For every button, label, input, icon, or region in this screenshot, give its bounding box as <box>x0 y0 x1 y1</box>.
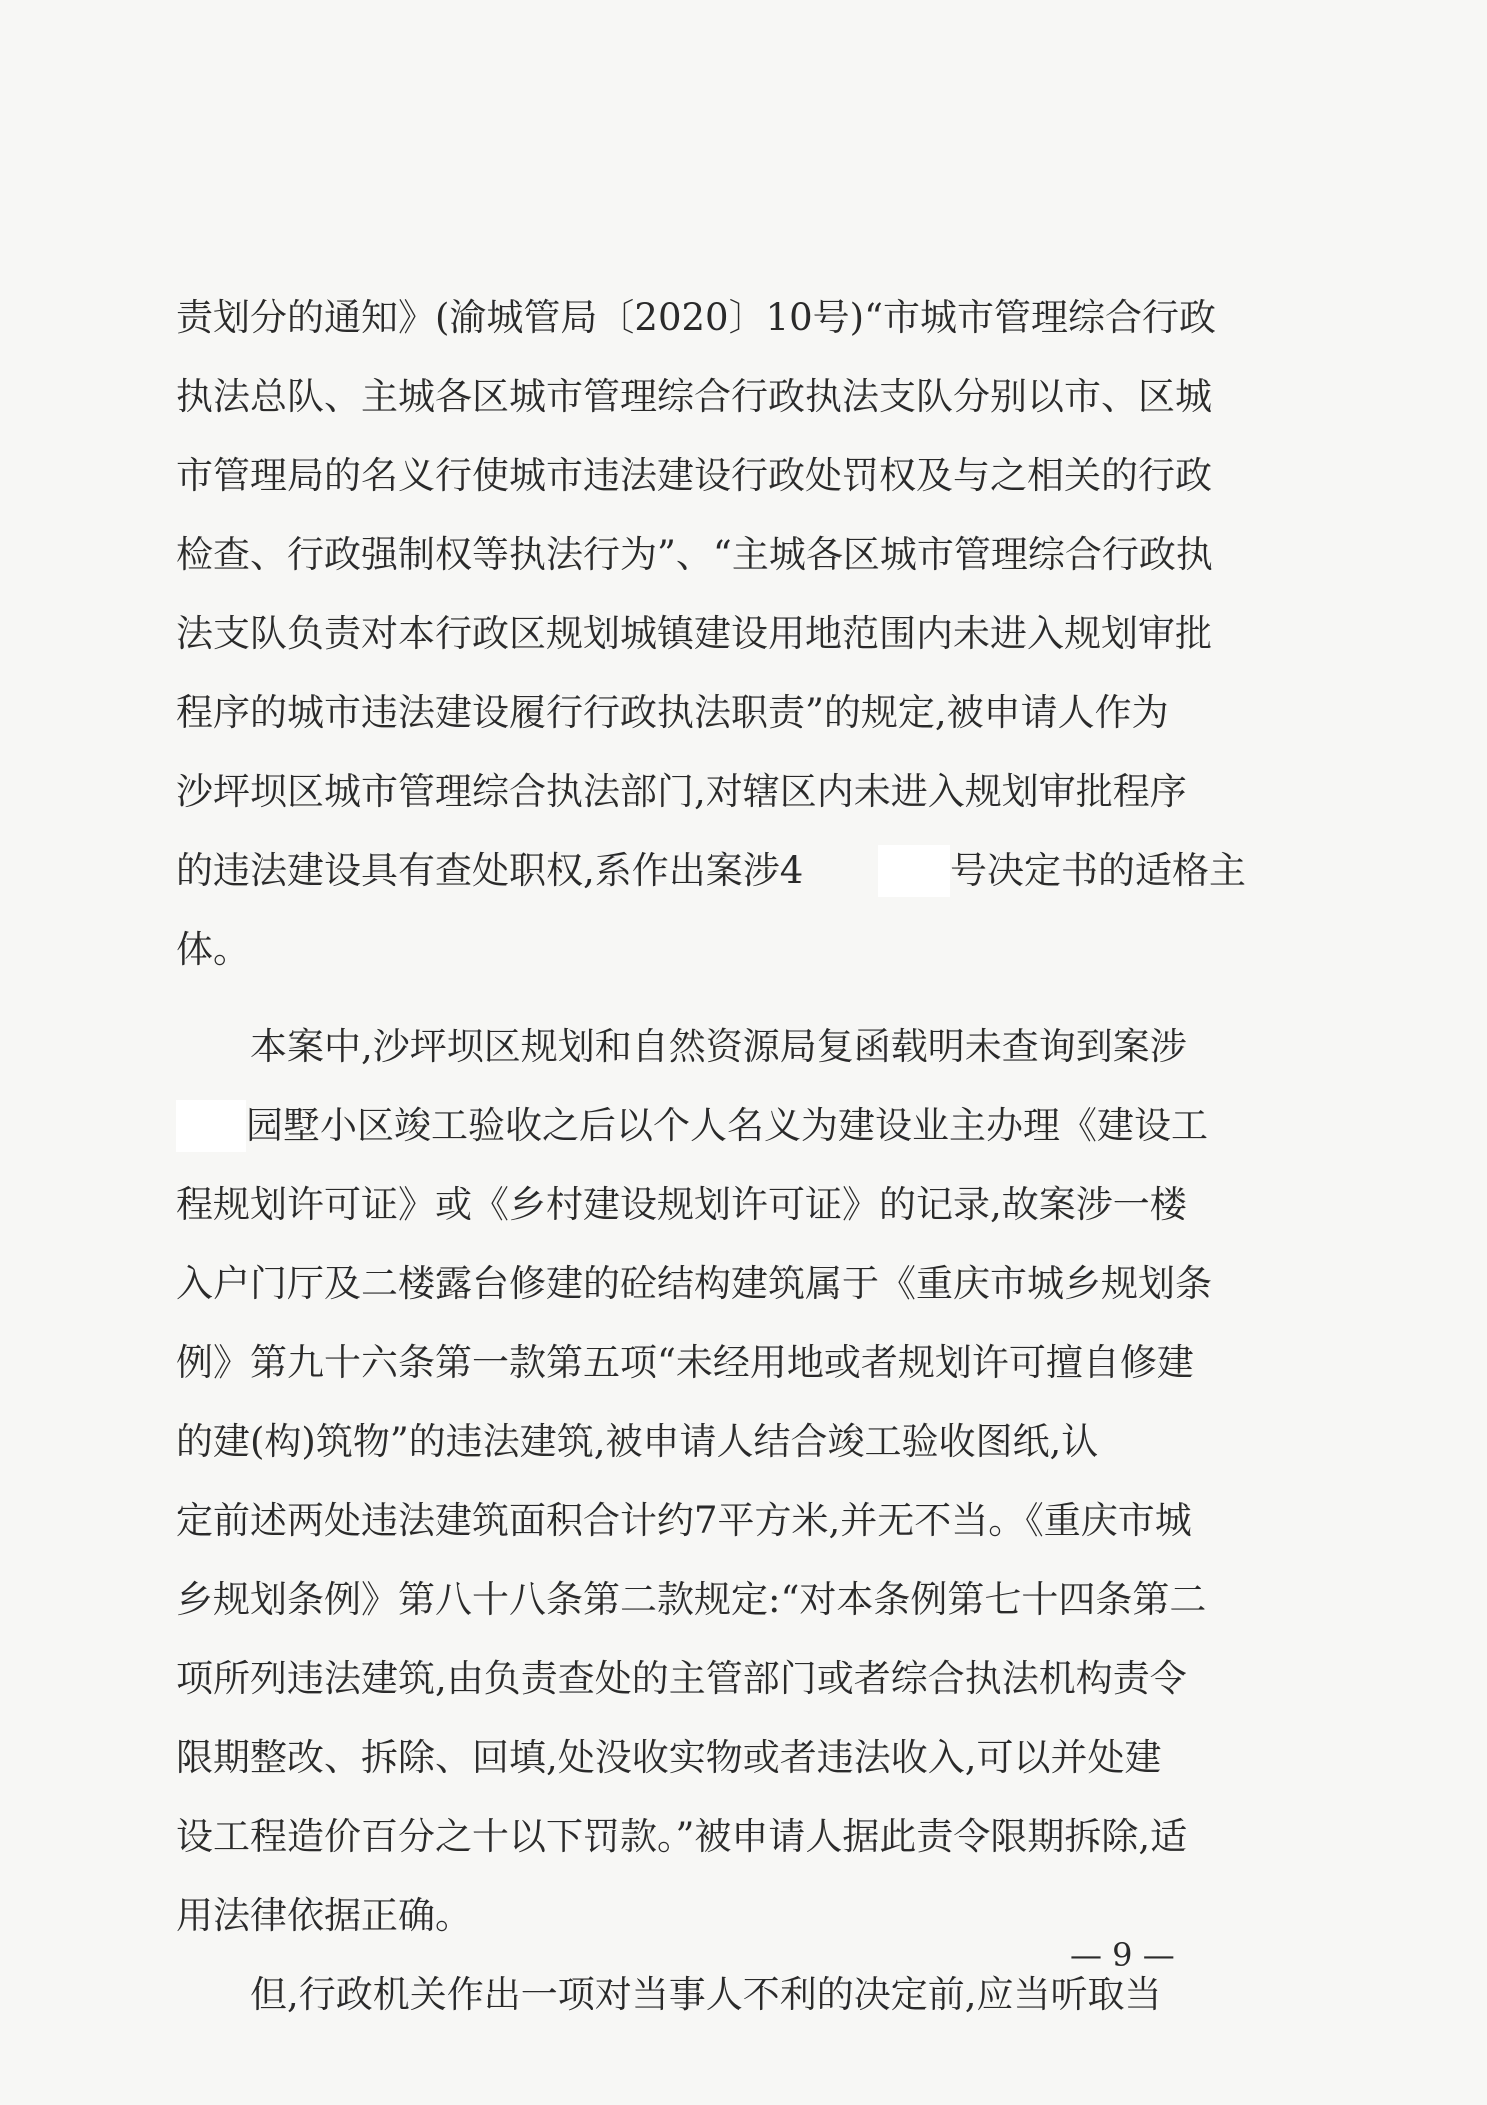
text-line-content: 例》第九十六条第一款第五项“未经用地或者规划许可擅自修建 <box>176 1341 1194 1384</box>
text-line <box>0 1649 1487 1709</box>
text-line-content: 程规划许可证》或《乡村建设规划许可证》的记录,故案涉一楼 <box>176 1183 1187 1226</box>
text-line-content: 用法律依据正确。 <box>176 1894 472 1937</box>
text-line <box>0 604 1487 664</box>
text-line-content: 的违法建设具有查处职权,系作出案涉4 <box>176 849 804 892</box>
text-line <box>0 1886 1487 1946</box>
text-line <box>0 841 1487 901</box>
text-line <box>0 1570 1487 1630</box>
text-line-content: 但,行政机关作出一项对当事人不利的决定前,应当听取当 <box>250 1973 1162 2016</box>
redaction-block <box>878 845 950 897</box>
text-line <box>0 1412 1487 1472</box>
text-line <box>0 288 1487 348</box>
text-line-content: 市管理局的名义行使城市违法建设行政处罚权及与之相关的行政 <box>176 454 1212 497</box>
text-line-content: 号决定书的适格主 <box>950 849 1246 892</box>
text-line <box>0 762 1487 822</box>
text-line <box>0 525 1487 585</box>
text-line <box>0 1728 1487 1788</box>
text-line-content: 项所列违法建筑,由负责查处的主管部门或者综合执法机构责令 <box>176 1657 1187 1700</box>
text-line-content: 定前述两处违法建筑面积合计约7平方米,并无不当。《重庆市城 <box>176 1499 1192 1542</box>
text-line <box>0 920 1487 980</box>
redaction-block <box>176 1100 246 1152</box>
text-line-content: 设工程造价百分之十以下罚款。”被申请人据此责令限期拆除,适 <box>176 1815 1188 1858</box>
text-line <box>0 1807 1487 1867</box>
text-line-content: 乡规划条例》第八十八条第二款规定:“对本条例第七十四条第二 <box>176 1578 1207 1621</box>
text-line <box>0 1254 1487 1314</box>
text-line <box>0 446 1487 506</box>
text-line <box>0 1096 1487 1156</box>
text-line-content: 本案中,沙坪坝区规划和自然资源局复函载明未查询到案涉 <box>250 1025 1187 1068</box>
page-number: — 9 — <box>1070 1936 1175 1974</box>
text-line <box>0 1333 1487 1393</box>
text-line-content: 限期整改、拆除、回填,处没收实物或者违法收入,可以并处建 <box>176 1736 1162 1779</box>
text-line-content: 的建(构)筑物”的违法建筑,被申请人结合竣工验收图纸,认 <box>176 1420 1099 1463</box>
text-line <box>0 367 1487 427</box>
text-line-content: 法支队负责对本行政区规划城镇建设用地范围内未进入规划审批 <box>176 612 1212 655</box>
text-line-content: 执法总队、主城各区城市管理综合行政执法支队分别以市、区城 <box>176 375 1212 418</box>
text-line-content: 沙坪坝区城市管理综合执法部门,对辖区内未进入规划审批程序 <box>176 770 1187 813</box>
text-line <box>0 683 1487 743</box>
text-line <box>0 1017 1487 1077</box>
text-line-content: 责划分的通知》(渝城管局〔2020〕10号)“市城市管理综合行政 <box>176 296 1217 339</box>
text-line <box>0 1965 1487 2025</box>
text-line-content: 检查、行政强制权等执法行为”、“主城各区城市管理综合行政执 <box>176 533 1213 576</box>
text-line-content: 园墅小区竣工验收之后以个人名义为建设业主办理《建设工 <box>246 1104 1208 1147</box>
text-line <box>0 1491 1487 1551</box>
text-line-content: 入户门厅及二楼露台修建的砼结构建筑属于《重庆市城乡规划条 <box>176 1262 1212 1305</box>
text-line-content: 体。 <box>176 928 250 971</box>
text-line-content: 程序的城市违法建设履行行政执法职责”的规定,被申请人作为 <box>176 691 1169 734</box>
text-line <box>0 1175 1487 1235</box>
